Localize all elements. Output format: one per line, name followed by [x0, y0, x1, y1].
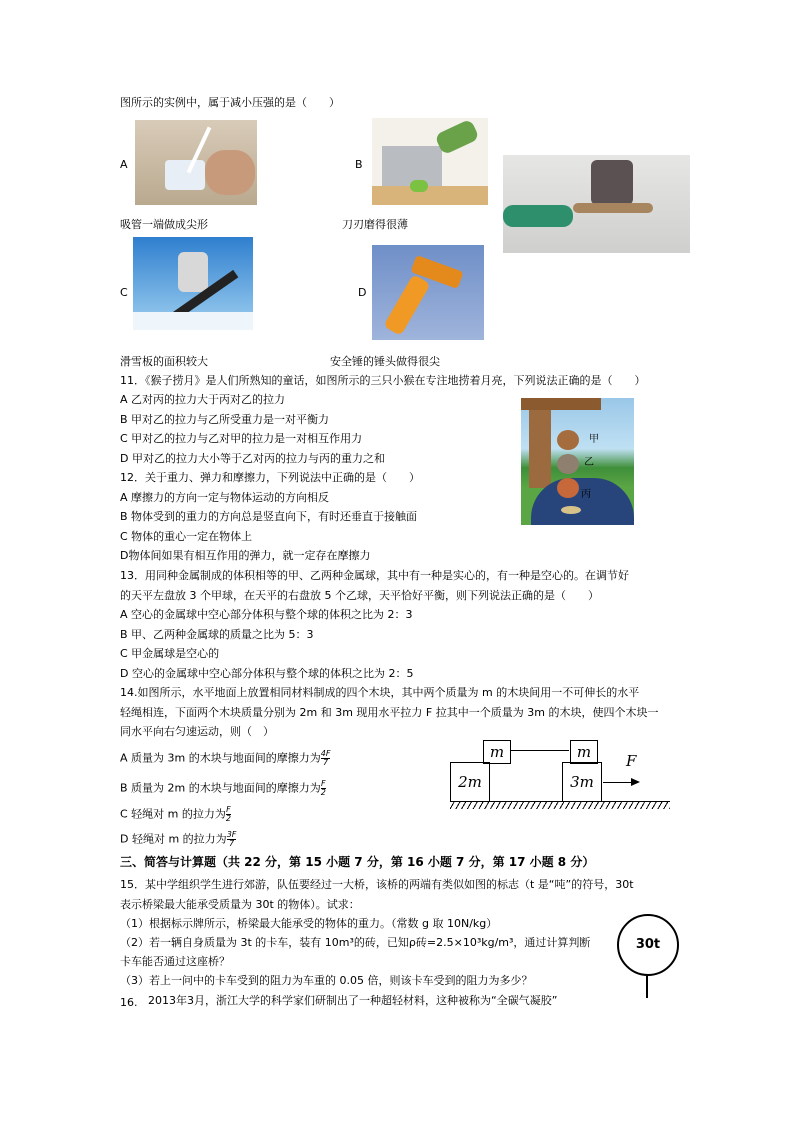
q11-option-a: A 乙对丙的拉力大于丙对乙的拉力 [120, 393, 286, 406]
q11-option-b: B 甲对乙的拉力与乙所受重力是一对平衡力 [120, 413, 330, 426]
q15-line3: （1）根据标示牌所示，桥梁最大能承受的物体的重力。（常数 g 取 10N/kg） [120, 917, 498, 930]
q14-option-a-text: A 质量为 3m 的木块与地面间的摩擦力为 [120, 751, 321, 765]
snowboard-photo [133, 237, 253, 330]
denominator: 2 [320, 788, 326, 797]
q13-stem-line1: 13．用同种金属制成的体积相等的甲、乙两种金属球，其中有一种是实心的，有一种是空心的。在调节好 [120, 569, 629, 582]
q14-option-d-text: D 轻绳对 m 的拉力为 [120, 832, 227, 846]
arrowhead-icon [631, 778, 640, 786]
fraction [227, 831, 237, 848]
monkey-label-bing: 丙 [581, 489, 591, 500]
q13-option-b: B 甲、乙两种金属球的质量之比为 5：3 [120, 628, 314, 641]
denominator: 7 [323, 758, 329, 767]
q10-option-c-caption: 滑雪板的面积较大 [120, 355, 208, 368]
q14-option-b [120, 780, 326, 797]
q15-line4: （2）若一辆自身质量为 3t 的卡车，装有 10m³的砖，已知ρ砖=2.5×10³kg/m³，通过计算判断 [120, 936, 591, 949]
fraction [321, 750, 331, 767]
q15-line5: 卡车能否通过这座桥？ [120, 955, 230, 968]
weight-limit-sign: 30t [617, 914, 679, 976]
blocks-diagram [450, 738, 670, 814]
block-m-left: m [483, 740, 511, 764]
force-label: F [626, 752, 637, 770]
fraction [321, 780, 326, 797]
block-2m: 2m [450, 762, 490, 802]
q12-option-c: C 物体的重心一定在物体上 [120, 530, 253, 543]
q15-line2: 表示桥梁最大能承受质量为 30t 的物体）。试求： [120, 898, 360, 911]
q14-stem-line1: 14.如图所示，水平地面上放置相同材料制成的四个木块，其中两个质量为 m 的木块间用一不可伸长的水平 [120, 686, 640, 699]
q10-option-a-letter: A [120, 158, 128, 171]
monkey-figure [521, 398, 634, 525]
q10-option-c-letter: C [120, 286, 128, 299]
q13-option-a: A 空心的金属球中空心部分体积与整个球的体积之比为 2：3 [120, 608, 413, 621]
q14-option-d [120, 831, 236, 848]
q13-option-d: D 空心的金属球中空心部分体积与整个球的体积之比为 2：5 [120, 667, 414, 680]
q15-line6: （3）若上一问中的卡车受到的阻力为车重的 0.05 倍，则该卡车受到的阻力为多少？ [120, 974, 533, 987]
q10-option-d-letter: D [358, 286, 367, 299]
q13-option-c: C 甲金属球是空心的 [120, 647, 220, 660]
denominator: 7 [228, 839, 235, 848]
q15-line1: 15．某中学组织学生进行郊游，队伍要经过一大桥，该桥的两端有类似如图的标志（t 是“吨”的符号，30t [120, 878, 634, 891]
q14-option-a [120, 750, 330, 767]
block-m-right: m [570, 740, 598, 764]
q11-stem: 11．《猴子捞月》是人们所熟知的童话，如图所示的三只小猴在专注地捞着月亮，下列说法正确的是（ ） [120, 374, 646, 387]
q12-option-b: B 物体受到的重力的方向总是竖直向下，有时还垂直于接触面 [120, 510, 418, 523]
denominator: 2 [225, 814, 231, 823]
monkey-label-jia: 甲 [589, 434, 599, 445]
q10-option-a-caption: 吸管一端做成尖形 [120, 218, 208, 231]
straw-photo [135, 120, 257, 205]
q14-option-b-text: B 质量为 2m 的木块与地面间的摩擦力为 [120, 781, 321, 795]
fraction [226, 806, 231, 823]
knife-photo [372, 118, 488, 205]
q11-option-c: C 甲对乙的拉力与乙对甲的拉力是一对相互作用力 [120, 432, 363, 445]
q14-option-c-text: C 轻绳对 m 的拉力为 [120, 807, 226, 821]
block-3m: 3m [562, 762, 602, 802]
numerator: 3F [226, 830, 237, 839]
q13-stem-line2: 的天平左盘放 3 个甲球，在天平的右盘放 5 个乙球，天平恰好平衡，则下列说法正确的是（ ） [120, 589, 599, 602]
q11-option-d: D 甲对乙的拉力大小等于乙对丙的拉力与丙的重力之和 [120, 452, 385, 465]
aerogel-photo [503, 155, 690, 253]
q12-option-a: A 摩擦力的方向一定与物体运动的方向相反 [120, 491, 330, 504]
safety-hammer-photo [372, 245, 484, 340]
q16-number: 16. [120, 996, 138, 1009]
force-arrow [603, 782, 633, 783]
q12-stem: 12．关于重力、弹力和摩擦力，下列说法中正确的是（ ） [120, 471, 420, 484]
q10-option-b-caption: 刀刃磨得很薄 [342, 218, 408, 231]
q10-option-b-letter: B [355, 158, 363, 171]
numerator: F [226, 805, 231, 814]
section-3-heading: 三、简答与计算题（共 22 分，第 15 小题 7 分，第 16 小题 7 分，第 17 小题 8 分） [120, 855, 595, 869]
monkey-label-yi: 乙 [584, 457, 594, 468]
q16-text: 2013年3月，浙江大学的科学家们研制出了一种超轻材料，这种被称为“全碳气凝胶” [148, 994, 558, 1007]
numerator: 4F [320, 749, 331, 758]
q10-stem: 图所示的实例中，属于减小压强的是（ ） [120, 96, 340, 109]
q10-option-d-caption: 安全锤的锤头做得很尖 [330, 355, 440, 368]
numerator: F [320, 779, 326, 788]
rope [511, 750, 569, 751]
sign-post [646, 974, 648, 998]
q14-option-c [120, 806, 231, 823]
ground-hatch [450, 802, 670, 809]
q14-stem-line2: 轻绳相连，下面两个木块质量分别为 2m 和 3m 现用水平拉力 F 拉其中一个质量为 3m 的木块，使四个木块一 [120, 706, 659, 719]
q12-option-d: D物体间如果有相互作用的弹力，就一定存在摩擦力 [120, 549, 371, 562]
q14-stem-line3: 同水平向右匀速运动，则（ ） [120, 725, 274, 738]
